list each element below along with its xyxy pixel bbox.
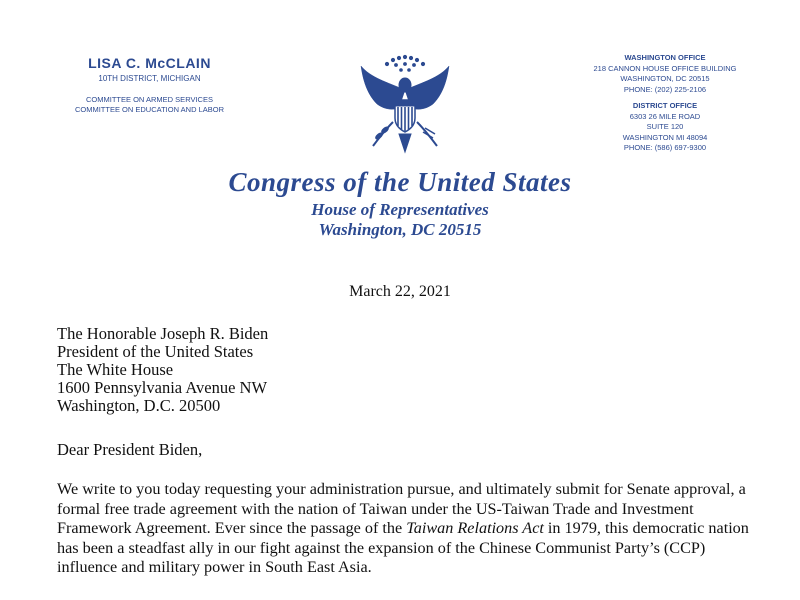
recipient-address [57,325,268,415]
washington-office-line: 218 CANNON HOUSE OFFICE BUILDING [593,63,737,73]
district-office-line: SUITE 120 [646,122,684,131]
salutation: Dear President Biden, [57,440,203,459]
address-line: The White House [57,360,174,379]
address-line: President of the United States [57,342,254,361]
letterhead-left [62,55,237,115]
address-line: The Honorable Joseph R. Biden [57,324,269,343]
washington-office-line: PHONE: (202) 225-2106 [623,84,707,94]
act-title: Taiwan Relations Act [406,519,544,537]
washington-office-line: WASHINGTON, DC 20515 [620,74,710,83]
masthead-congress: Congress of the United States [228,167,572,197]
body-text-part: in 1979, this democratic nation has been a steadfast ally in our fight against the expansion of the Chinese Communist Party’s (CCP) influence and military power in South East Asia. [57,519,749,576]
district-office-header: DISTRICT OFFICE [632,101,698,110]
member-name: LISA C. McCLAIN [88,55,211,71]
committee-item: COMMITTEE ON ARMED SERVICES [86,95,213,104]
letter-date: March 22, 2021 [349,283,451,300]
body-paragraph [57,480,757,578]
address-line: 1600 Pennsylvania Avenue NW [57,378,268,397]
masthead-address: Washington, DC 20515 [318,220,482,239]
washington-office-header: WASHINGTON OFFICE [624,53,706,62]
address-line: Washington, D.C. 20500 [57,396,221,415]
letterhead-right [580,53,750,154]
body-text-part: We write to you today requesting your administration pursue, and ultimately submit for Senate approval, a formal free trade agreement with the nation of Taiwan under the US-Taiwan Trade and Investment Framework Agreement. Ever since the passage of the [57,480,746,537]
district-office-line: PHONE: (586) 697-9300 [623,143,707,152]
district-office-line: WASHINGTON MI 48094 [622,132,708,142]
member-district: 10TH DISTRICT, MICHIGAN [98,74,201,83]
masthead-house: House of Representatives [311,200,489,219]
eagle-seal-icon [357,52,453,162]
masthead [0,167,800,240]
committee-item: COMMITTEE ON EDUCATION AND LABOR [74,105,225,114]
district-office-line: 6303 26 MILE ROAD [629,111,701,121]
